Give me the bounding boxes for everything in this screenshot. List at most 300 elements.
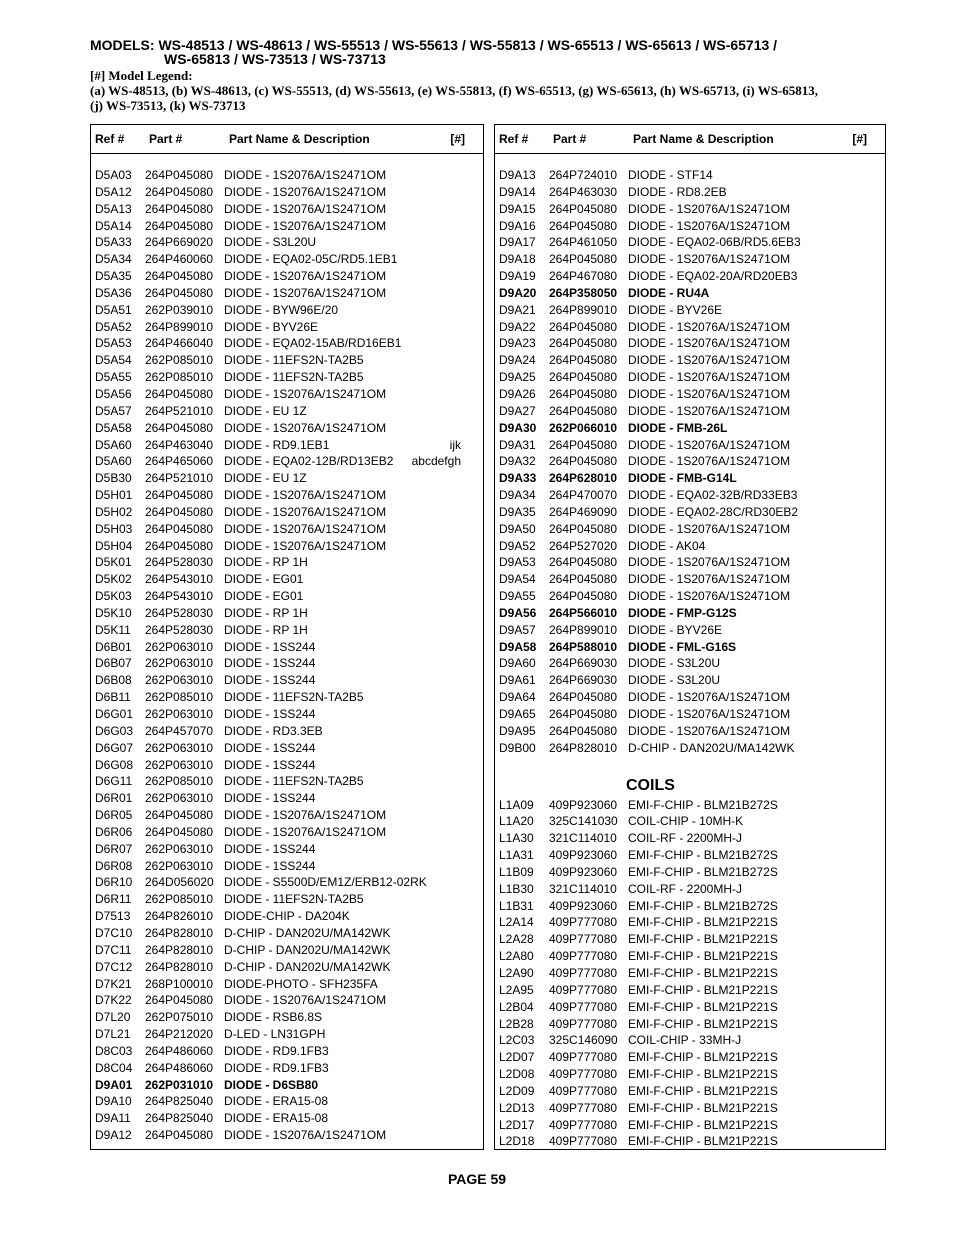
table-row [495,914,885,931]
table-row [91,369,483,386]
ref-cell: D6R06 [95,824,133,839]
table-row [91,959,483,976]
table-row [91,554,483,571]
models-title [90,38,910,66]
ref-cell: D7K22 [95,993,132,1008]
description-cell: DIODE - S5500D/EM1Z/ERB12-02RK [224,875,427,890]
description-cell: EMI-F-CHIP - BLM21P221S [628,932,778,947]
description-cell: DIODE - EQA02-12B/RD13EB2 [224,454,394,469]
part-number-cell: 262P085010 [145,690,214,705]
description-cell: D-LED - LN31GPH [224,1027,326,1042]
part-number-cell: 409P777080 [549,1083,618,1098]
table-row [91,285,483,302]
ref-cell: D5A13 [95,201,132,216]
description-cell: EMI-F-CHIP - BLM21P221S [628,1134,778,1149]
description-cell: DIODE - EG01 [224,572,304,587]
part-number-cell: 264P045080 [549,336,618,351]
ref-cell: D6B11 [95,690,131,705]
description-cell: DIODE - EQA02-15AB/RD16EB1 [224,336,402,351]
header-description: Part Name & Description [229,132,370,146]
part-number-cell: 264P486060 [145,1060,214,1075]
ref-cell: D5H01 [95,488,133,503]
description-cell: DIODE - BYV26E [224,319,319,334]
description-cell: DIODE - 1S2076A/1S2471OM [224,201,387,216]
ref-cell: D9A17 [499,235,536,250]
description-cell: D-CHIP - DAN202U/MA142WK [224,942,391,957]
part-number-cell: 264P899010 [145,319,214,334]
table-row [495,588,885,605]
description-cell: DIODE - 1S2076A/1S2471OM [224,386,387,401]
ref-cell: D9A20 [499,285,537,300]
description-cell: DIODE - 1SS244 [224,791,316,806]
part-number-cell: 264P588010 [549,639,618,654]
description-cell: EMI-F-CHIP - BLM21P221S [628,982,778,997]
table-row [495,847,885,864]
ref-cell: D5H02 [95,504,133,519]
table-row [495,319,885,336]
part-number-cell: 409P777080 [549,1067,618,1082]
ref-cell: D9A25 [499,370,536,385]
ref-cell: D9A30 [499,420,537,435]
table-row [91,942,483,959]
description-cell: DIODE - RU4A [628,285,710,300]
description-cell: DIODE - S3L20U [628,673,721,688]
ref-cell: D9A26 [499,386,536,401]
part-number-cell: 264P828010 [549,740,618,755]
ref-cell: D9A13 [499,168,536,182]
coils-section-title: COILS [626,776,675,794]
ref-cell: D9A33 [499,471,537,486]
part-number-cell: 264P045080 [549,403,618,418]
table-row [495,521,885,538]
part-number-cell: 264P045080 [549,572,618,587]
table-row [91,588,483,605]
table-row [495,706,885,723]
ref-cell: L1A20 [499,814,534,829]
ref-cell: L1B09 [499,864,534,879]
description-cell: EMI-F-CHIP - BLM21P221S [628,999,778,1014]
ref-cell: D6R10 [95,875,133,890]
table-row [91,167,483,184]
ref-cell: D5B30 [95,471,132,486]
ref-cell: D9A58 [499,639,537,654]
table-row [495,999,885,1016]
description-cell: DIODE - 1SS244 [224,740,316,755]
description-cell: DIODE - 1S2076A/1S2471OM [628,723,791,738]
ref-cell: D6R07 [95,841,133,856]
table-row [495,830,885,847]
ref-cell: D5K03 [95,589,132,604]
part-number-cell: 264P669030 [549,673,618,688]
part-number-cell: 409P777080 [549,932,618,947]
ref-cell: D9A64 [499,690,536,705]
ref-cell: D9A53 [499,555,536,570]
ref-cell: D5H03 [95,521,133,536]
description-cell: DIODE - FMP-G12S [628,605,737,620]
part-number-cell: 264P045080 [145,269,214,284]
description-cell: DIODE - AK04 [628,538,706,553]
part-number-cell: 264P358050 [549,285,618,300]
part-number-cell: 264P045080 [145,285,214,300]
ref-cell: D5A52 [95,319,132,334]
description-cell: DIODE - 1S2076A/1S2471OM [224,824,387,839]
ref-cell: L1A09 [499,797,534,812]
model-legend-cell: ijk [449,437,461,452]
description-cell: DIODE - EQA02-06B/RD5.6EB3 [628,235,801,250]
table-row [495,723,885,740]
table-row [495,1133,885,1150]
ref-cell: D7L20 [95,1010,131,1025]
table-row [495,504,885,521]
table-row [91,437,483,454]
legend-line-1: (a) WS-48513, (b) WS-48613, (c) WS-55513, (d) WS-55613, (e) WS-55813, (f) WS-65513, (g) WS-65613, (h) WS-65713, (i) WS-65813, [90,83,819,98]
table-row [495,672,885,689]
table-row [91,773,483,790]
part-number-cell: 264P045080 [549,353,618,368]
part-number-cell: 409P777080 [549,999,618,1014]
description-cell: COIL-CHIP - 33MH-J [628,1033,742,1048]
table-row [91,740,483,757]
part-number-cell: 409P923060 [549,848,618,863]
table-row [495,931,885,948]
description-cell: DIODE - RD3.3EB [224,723,323,738]
table-row [495,234,885,251]
part-number-cell: 262P063010 [145,791,214,806]
part-number-cell: 264P045080 [145,521,214,536]
description-cell: DIODE - EQA02-05C/RD5.1EB1 [224,252,398,267]
description-cell: DIODE - 1S2076A/1S2471OM [224,504,387,519]
part-number-cell: 262P063010 [145,707,214,721]
description-cell: DIODE - RP 1H [224,622,308,637]
header-part: Part # [149,132,183,146]
right-rows [495,154,885,757]
description-cell: DIODE - 11EFS2N-TA2B5 [224,892,364,907]
description-cell: DIODE - 1SS244 [224,858,316,873]
part-number-cell: 409P777080 [549,915,618,930]
description-cell: DIODE - EQA02-32B/RD33EB3 [628,488,798,503]
description-cell: EMI-F-CHIP - BLM21B272S [628,848,778,863]
ref-cell: D9A10 [95,1094,132,1109]
description-cell: DIODE - 1S2076A/1S2471OM [628,386,791,401]
ref-cell: D9A32 [499,454,536,469]
description-cell: EMI-F-CHIP - BLM21P221S [628,1083,778,1098]
description-cell: DIODE - 11EFS2N-TA2B5 [224,370,364,385]
part-number-cell: 264P045080 [549,521,618,536]
description-cell: DIODE - BYV26E [628,302,723,317]
part-number-cell: 264P521010 [145,403,214,418]
ref-cell: D6R08 [95,858,133,873]
table-row [495,1083,885,1100]
part-number-cell: 264P045080 [549,386,618,401]
part-number-cell: 264P528030 [145,605,214,620]
part-number-cell: 268P100010 [145,976,214,991]
table-row [495,487,885,504]
table-row [495,982,885,999]
table-row [495,1117,885,1134]
description-cell: DIODE - 1S2076A/1S2471OM [224,488,387,503]
description-cell: DIODE - 11EFS2N-TA2B5 [224,353,364,368]
page-header [90,38,910,113]
table-row [91,605,483,622]
part-number-cell: 264P045080 [145,824,214,839]
part-number-cell: 262P063010 [145,656,214,671]
description-cell: DIODE - 1S2076A/1S2471OM [628,201,791,216]
part-number-cell: 264P465060 [145,454,214,469]
part-number-cell: 264P045080 [549,454,618,469]
description-cell: DIODE - 1S2076A/1S2471OM [628,319,791,334]
table-row [495,403,885,420]
ref-cell: D7C12 [95,959,133,974]
table-row [91,420,483,437]
ref-cell: L1A31 [499,848,534,863]
table-row [91,976,483,993]
description-cell: DIODE - RSB6.8S [224,1010,323,1025]
ref-cell: D5A60 [95,454,132,469]
part-number-cell: 264P045080 [145,538,214,553]
description-cell: EMI-F-CHIP - BLM21P221S [628,965,778,980]
ref-cell: D9A01 [95,1077,133,1092]
part-number-cell: 325C141030 [549,814,618,829]
ref-cell: D9A18 [499,252,536,267]
ref-cell: D8C04 [95,1060,133,1075]
part-number-cell: 262P085010 [145,370,214,385]
table-row [91,302,483,319]
part-number-cell: 264P045080 [145,184,214,199]
part-number-cell: 409P777080 [549,982,618,997]
table-row [91,925,483,942]
description-cell: DIODE - 1SS244 [224,757,316,772]
description-cell: DIODE - 1S2076A/1S2471OM [628,437,791,452]
table-row [495,605,885,622]
table-row [495,335,885,352]
description-cell: DIODE-CHIP - DA204K [224,909,350,924]
part-number-cell: 262P085010 [145,774,214,789]
part-number-cell: 262P085010 [145,353,214,368]
ref-cell: L2A14 [499,915,534,930]
table-row [91,1110,483,1127]
part-number-cell: 264P469090 [549,504,618,519]
table-row [495,655,885,672]
description-cell: EMI-F-CHIP - BLM21B272S [628,797,778,812]
part-number-cell: 262P031010 [145,1077,214,1092]
part-number-cell: 409P777080 [549,965,618,980]
part-number-cell: 264P045080 [549,555,618,570]
part-number-cell: 264P669020 [145,235,214,250]
table-row [91,234,483,251]
ref-cell: D9A31 [499,437,536,452]
description-cell: DIODE - 1S2076A/1S2471OM [224,168,387,182]
description-cell: DIODE - 1S2076A/1S2471OM [628,555,791,570]
description-cell: DIODE - 1S2076A/1S2471OM [628,252,791,267]
table-row [91,504,483,521]
part-number-cell: 264P045080 [145,218,214,233]
ref-cell: D7C10 [95,925,133,940]
table-row [495,538,885,555]
table-row [495,251,885,268]
table-row [495,554,885,571]
part-number-cell: 264P825040 [145,1111,214,1126]
part-number-cell: 264P457070 [145,723,214,738]
ref-cell: D5A56 [95,386,132,401]
description-cell: DIODE - 1S2076A/1S2471OM [224,993,387,1008]
part-number-cell: 264P045080 [549,319,618,334]
ref-cell: D6G11 [95,774,133,789]
ref-cell: D5A33 [95,235,132,250]
table-row [91,538,483,555]
part-number-cell: 262P063010 [145,841,214,856]
ref-cell: D7K21 [95,976,132,991]
description-cell: DIODE - EU 1Z [224,403,307,418]
ref-cell: D5A58 [95,420,132,435]
part-number-cell: 409P923060 [549,864,618,879]
table-row [91,251,483,268]
table-row [495,453,885,470]
description-cell: DIODE - RD9.1FB3 [224,1060,329,1075]
table-row [91,201,483,218]
ref-cell: D9A23 [499,336,536,351]
description-cell: DIODE - 11EFS2N-TA2B5 [224,774,364,789]
part-number-cell: 264P045080 [145,386,214,401]
table-row [91,841,483,858]
page-number: PAGE 59 [447,1171,507,1187]
table-row [495,948,885,965]
header-description: Part Name & Description [633,132,774,146]
description-cell: DIODE - 1SS244 [224,673,316,688]
model-legend-cell: abcdefgh [411,454,461,469]
description-cell: EMI-F-CHIP - BLM21P221S [628,1117,778,1132]
part-number-cell: 264P045080 [145,488,214,503]
table-row [495,285,885,302]
ref-cell: D6R01 [95,791,133,806]
ref-cell: L2D08 [499,1067,535,1082]
table-row [91,672,483,689]
parts-table-left [90,124,484,1150]
table-row [495,386,885,403]
table-row [91,453,483,470]
part-number-cell: 262P085010 [145,892,214,907]
table-row [495,898,885,915]
description-cell: DIODE - RD8.2EB [628,184,727,199]
ref-cell: D5A12 [95,184,132,199]
table-row [91,319,483,336]
part-number-cell: 264P463040 [145,437,214,452]
ref-cell: D5A03 [95,168,132,182]
part-number-cell: 264P212020 [145,1027,214,1042]
part-number-cell: 264P521010 [145,471,214,486]
description-cell: DIODE - RP 1H [224,555,308,570]
ref-cell: D7513 [95,909,131,924]
part-number-cell: 262P063010 [145,740,214,755]
ref-cell: D9A54 [499,572,536,587]
legend-line-2: (j) WS-73513, (k) WS-73713 [90,98,246,113]
part-number-cell: 264P528030 [145,555,214,570]
ref-cell: D5A54 [95,353,132,368]
table-row [495,470,885,487]
description-cell: EMI-F-CHIP - BLM21B272S [628,864,778,879]
table-row [91,790,483,807]
description-cell: DIODE - EG01 [224,589,304,604]
ref-cell: D5K10 [95,605,132,620]
description-cell: DIODE - RD9.1FB3 [224,1043,329,1058]
part-number-cell: 264P045080 [549,201,618,216]
table-row [91,757,483,774]
description-cell: DIODE - RD9.1EB1 [224,437,330,452]
table-row [495,167,885,184]
table-row [495,302,885,319]
ref-cell: L1A30 [499,831,534,846]
part-number-cell: 264P543010 [145,572,214,587]
ref-cell: D6B01 [95,639,132,654]
part-number-cell: 262P063010 [145,639,214,654]
description-cell: DIODE - EQA02-20A/RD20EB3 [628,269,798,284]
table-row [495,420,885,437]
ref-cell: D9A95 [499,723,536,738]
table-row [495,740,885,757]
part-number-cell: 264P899010 [549,302,618,317]
table-row [495,201,885,218]
ref-cell: D6R05 [95,808,133,823]
table-row [91,1093,483,1110]
table-row [91,1060,483,1077]
ref-cell: D9B00 [499,740,536,755]
ref-cell: D8C03 [95,1043,133,1058]
legend-title: [#] Model Legend: [90,68,193,83]
part-number-cell: 264P461050 [549,235,618,250]
part-number-cell: 264P045080 [145,420,214,435]
part-number-cell: 409P777080 [549,949,618,964]
ref-cell: L2D18 [499,1134,535,1149]
description-cell: DIODE - 1S2076A/1S2471OM [628,707,791,721]
table-row [495,1049,885,1066]
part-number-cell: 264P045080 [145,504,214,519]
part-number-cell: 264D056020 [145,875,214,890]
part-number-cell: 262P063010 [145,757,214,772]
table-row [91,807,483,824]
ref-cell: L2B28 [499,1016,534,1031]
description-cell: EMI-F-CHIP - BLM21P221S [628,915,778,930]
description-cell: DIODE - ERA15-08 [224,1111,329,1126]
ref-cell: L2A90 [499,965,534,980]
part-number-cell: 264P543010 [145,589,214,604]
description-cell: DIODE - 1S2076A/1S2471OM [628,690,791,705]
description-cell: DIODE - FMB-G14L [628,471,737,486]
table-row [91,403,483,420]
table-row [495,622,885,639]
description-cell: DIODE - EU 1Z [224,471,307,486]
table-row [91,571,483,588]
ref-cell: D6B07 [95,656,132,671]
description-cell: DIODE - 1S2076A/1S2471OM [224,808,387,823]
ref-cell: D9A50 [499,521,536,536]
table-row [495,1016,885,1033]
ref-cell: D6R11 [95,892,132,907]
ref-cell: D6G03 [95,723,134,738]
table-row [91,639,483,656]
ref-cell: D9A34 [499,488,536,503]
description-cell: DIODE - BYW96E/20 [224,302,339,317]
ref-cell: D9A14 [499,184,536,199]
models-line-2: WS-65813 / WS-73513 / WS-73713 [164,51,386,67]
table-row [91,470,483,487]
table-row [495,184,885,201]
part-number-cell: 262P063010 [145,858,214,873]
part-number-cell: 264P045080 [549,723,618,738]
description-cell: COIL-CHIP - 10MH-K [628,814,744,829]
ref-cell: L1B30 [499,881,534,896]
part-number-cell: 409P777080 [549,1050,618,1065]
ref-cell: L2D17 [499,1117,535,1132]
header-legend: [#] [852,132,867,146]
